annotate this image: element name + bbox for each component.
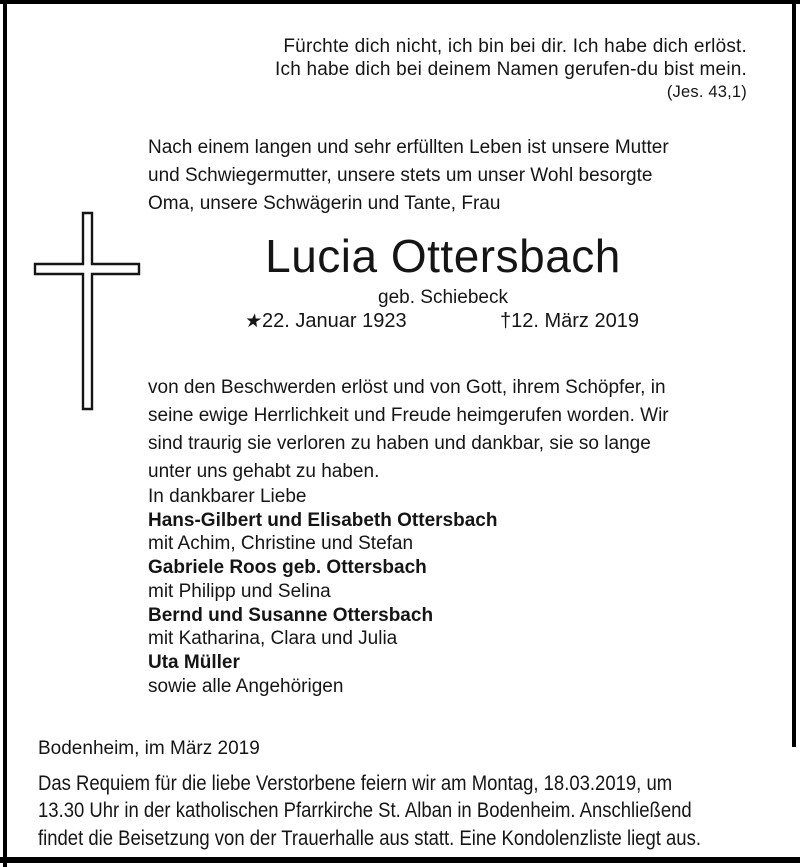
birth-star-icon: ★ — [243, 311, 264, 332]
mourner-entry: sowie alle Angehörigen — [148, 675, 344, 697]
body-line: unter uns gehabt zu haben. — [148, 461, 380, 482]
frame-border-top — [0, 0, 800, 4]
birth-date — [245, 310, 407, 333]
mourner-entry: Gabriele Roos geb. Ottersbach — [148, 557, 427, 579]
death-date-text: 12. März 2019 — [511, 310, 639, 332]
mourner-entry: mit Katharina, Clara und Julia — [148, 628, 398, 650]
mourners-intro: In dankbarer Liebe — [148, 486, 307, 507]
death-cross-icon: † — [500, 310, 512, 332]
mourner-entry: Uta Müller — [148, 651, 240, 673]
funeral-info-paragraph — [38, 770, 791, 852]
mourner-entry: Bernd und Susanne Ottersbach — [148, 604, 434, 626]
funeral-info-line: Das Requiem für die liebe Verstorbene feiern wir am Montag, 18.03.2019, um — [38, 771, 673, 795]
funeral-info-line: 13.30 Uhr in der katholischen Pfarrkirche St. Alban in Bodenheim. Anschließend — [38, 798, 692, 823]
intro-paragraph — [148, 134, 728, 218]
deceased-name: Lucia Ottersbach — [265, 230, 621, 282]
deceased-header — [150, 228, 736, 310]
frame-border-bottom — [0, 857, 800, 863]
mourner-entry: Hans-Gilbert und Elisabeth Ottersbach — [148, 509, 498, 531]
mourners-list — [148, 485, 708, 698]
mourner-entry: mit Achim, Christine und Stefan — [148, 533, 414, 555]
funeral-info-line: findet die Beisetzung von der Trauerhalle aus statt. Eine Kondolenzliste liegt aus. — [38, 825, 701, 850]
body-line: sind traurig sie verloren zu haben und dankbar, sie so lange — [148, 433, 651, 454]
body-line: seine ewige Herrlichkeit und Freude heimgerufen worden. Wir — [148, 405, 669, 426]
scripture-citation: (Jes. 43,1) — [666, 83, 747, 101]
frame-border-left — [3, 0, 7, 867]
death-date — [500, 310, 639, 333]
body-paragraph — [148, 374, 738, 486]
maiden-name: geb. Schiebeck — [378, 287, 508, 308]
body-line: von den Beschwerden erlöst und von Gott, ihrem Schöpfer, in — [148, 377, 666, 398]
birth-date-text: 22. Januar 1923 — [262, 310, 407, 332]
frame-border-right — [792, 0, 796, 747]
intro-line: und Schwiegermutter, unsere stets um unser Wohl besorgte — [148, 165, 653, 186]
mourner-entry: mit Philipp und Selina — [148, 580, 331, 602]
scripture-quote — [255, 36, 747, 102]
scripture-quote-line: Fürchte dich nicht, ich bin bei dir. Ich habe dich erlöst. — [283, 36, 747, 57]
intro-line: Nach einem langen und sehr erfüllten Leben ist unsere Mutter — [148, 137, 669, 158]
scripture-quote-line: Ich habe dich bei deinem Namen gerufen-du bist mein. — [275, 58, 747, 80]
intro-line: Oma, unsere Schwägerin und Tante, Frau — [148, 193, 501, 214]
life-dates-row — [0, 310, 800, 336]
place-date-line: Bodenheim, im März 2019 — [38, 738, 260, 759]
